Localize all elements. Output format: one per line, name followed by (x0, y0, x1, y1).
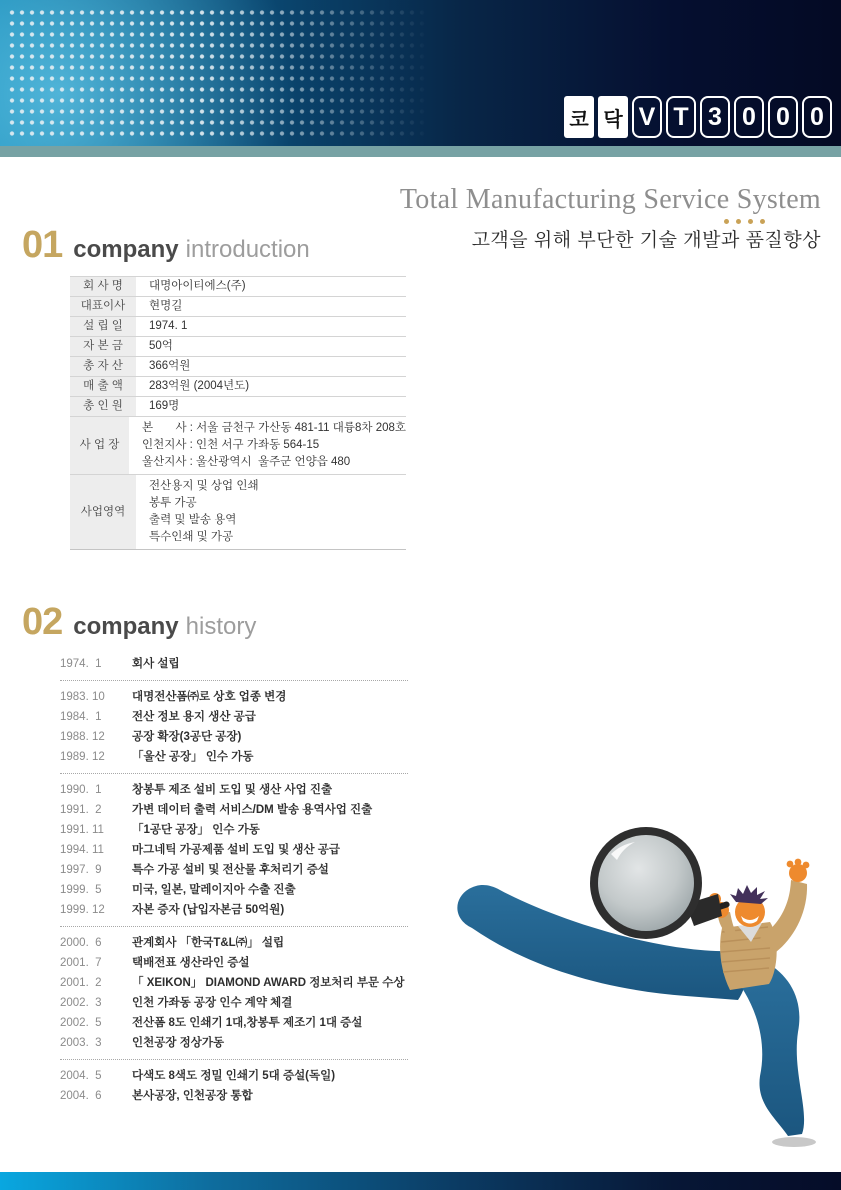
section2-title-light: history (185, 613, 257, 640)
table-row (70, 474, 406, 549)
history-text: 택배전표 생산라인 증설 (132, 957, 250, 969)
section1-number: 01 (22, 224, 63, 266)
history-text: 「 XEIKON」 DIAMOND AWARD 정보처리 부문 수상 (132, 977, 405, 989)
history-entry (60, 727, 408, 747)
row-value: 전산용지 및 상업 인쇄 봉투 가공 출력 및 발송 용역 특수인쇄 및 가공 (149, 480, 259, 543)
row-value: 대명아이티에스(주) (149, 280, 246, 292)
history-text: 창봉투 제조 설비 도입 및 생산 사업 진출 (132, 784, 333, 796)
history-entry (60, 1013, 408, 1033)
history-entry (60, 687, 408, 707)
logo-block-0a: 0 (734, 96, 764, 138)
history-date: 1974. 1 (60, 658, 102, 670)
history-text: 인천 가좌동 공장 인수 계약 체결 (132, 997, 293, 1009)
table-row (70, 356, 406, 376)
history-date: 1991. 2 (60, 804, 102, 816)
section-company-history (22, 603, 408, 1106)
history-entry (60, 933, 408, 953)
history-date: 1991. 11 (60, 824, 104, 836)
section2-title-bold: company (73, 613, 179, 640)
logo-block-ko-1: 코 (564, 96, 594, 138)
history-date: 2004. 6 (60, 1090, 102, 1102)
history-list (60, 654, 408, 1106)
history-entry (60, 1086, 408, 1106)
history-entry (60, 820, 408, 840)
header-banner (0, 0, 841, 146)
history-text: 「울산 공장」 인수 가동 (132, 751, 254, 763)
history-text: 전산 정보 용지 생산 공급 (132, 711, 256, 723)
footer-gradient-bar (0, 1172, 841, 1190)
history-entry (60, 1066, 408, 1086)
history-date: 2004. 5 (60, 1070, 102, 1082)
intro-title-block (400, 184, 821, 252)
history-text: 「1공단 공장」 인수 가동 (132, 824, 260, 836)
logo-block-0c: 0 (802, 96, 832, 138)
history-text: 전산폼 8도 인쇄기 1대,창봉투 제조기 1대 증설 (132, 1017, 363, 1029)
history-date: 1997. 9 (60, 864, 102, 876)
dot-pattern-icon (7, 7, 439, 137)
section-company-introduction (22, 226, 406, 550)
row-label: 대표이사 (70, 297, 136, 316)
history-date: 2001. 2 (60, 977, 102, 989)
row-label: 총 자 산 (70, 357, 136, 376)
history-entry (60, 654, 408, 674)
history-entry (60, 747, 408, 767)
table-row (70, 416, 406, 474)
history-date: 2002. 5 (60, 1017, 102, 1029)
history-entry (60, 880, 408, 900)
history-entry (60, 800, 408, 820)
row-label: 자 본 금 (70, 337, 136, 356)
history-date: 1989. 12 (60, 751, 105, 763)
table-row (70, 376, 406, 396)
history-date: 1988. 12 (60, 731, 105, 743)
logo-block-t: T (666, 96, 696, 138)
row-value: 1974. 1 (149, 320, 188, 332)
history-entry (60, 973, 408, 993)
history-text: 회사 설립 (132, 658, 180, 670)
logo-block-v: V (632, 96, 662, 138)
history-date: 1994. 11 (60, 844, 104, 856)
history-text: 가변 데이터 출력 서비스/DM 발송 용역사업 진출 (132, 804, 373, 816)
history-entry (60, 860, 408, 880)
section1-title-bold: company (73, 236, 179, 263)
history-date: 1984. 1 (60, 711, 102, 723)
dotted-separator (60, 773, 408, 774)
section2-heading (22, 603, 408, 641)
history-text: 특수 가공 설비 및 전산물 후처리기 증설 (132, 864, 329, 876)
history-entry (60, 993, 408, 1013)
history-text: 본사공장, 인천공장 통합 (132, 1090, 253, 1102)
title-korean-wrap (400, 225, 821, 252)
row-value: 366억원 (149, 360, 191, 372)
history-date: 2002. 3 (60, 997, 102, 1009)
history-text: 자본 증자 (납입자본금 50억원) (132, 904, 285, 916)
section1-heading (22, 226, 406, 264)
history-date: 1999. 12 (60, 904, 105, 916)
logo-block-0b: 0 (768, 96, 798, 138)
title-korean: 고객을 위해 부단한 기술 개발과 품질향상 (471, 230, 821, 251)
row-label: 사업영역 (70, 475, 136, 549)
history-text: 다색도 8색도 정밀 인쇄기 5대 증설(독일) (132, 1070, 336, 1082)
quad-dots-icon (724, 219, 765, 224)
row-value: 50억 (149, 340, 173, 352)
magnifying-glass-mascot-illustration (438, 820, 840, 1165)
history-date: 1983. 10 (60, 691, 105, 703)
title-english: Total Manufacturing Service System (399, 184, 821, 215)
history-text: 마그네틱 가공제품 설비 도입 및 생산 공급 (132, 844, 341, 856)
row-label: 사 업 장 (70, 417, 129, 474)
row-label: 매 출 액 (70, 377, 136, 396)
company-info-table (70, 276, 406, 550)
history-entry (60, 840, 408, 860)
history-text: 공장 확장(3공단 공장) (132, 731, 242, 743)
row-label: 설 립 일 (70, 317, 136, 336)
table-row (70, 316, 406, 336)
history-text: 미국, 일본, 말레이지아 수출 진출 (132, 884, 296, 896)
history-entry (60, 1033, 408, 1053)
table-row (70, 396, 406, 416)
dotted-separator (60, 1059, 408, 1060)
history-entry (60, 900, 408, 920)
section1-title-light: introduction (185, 236, 310, 263)
row-label: 회 사 명 (70, 277, 136, 296)
history-entry (60, 780, 408, 800)
history-date: 2001. 7 (60, 957, 102, 969)
history-date: 2000. 6 (60, 937, 102, 949)
table-row (70, 276, 406, 296)
history-text: 인천공장 정상가동 (132, 1037, 225, 1049)
row-label: 총 인 원 (70, 397, 136, 416)
history-date: 2003. 3 (60, 1037, 102, 1049)
history-text: 대명전산폼㈜로 상호 업종 변경 (132, 691, 287, 703)
section2-number: 02 (22, 601, 63, 643)
history-entry (60, 953, 408, 973)
row-value: 283억원 (2004년도) (149, 380, 250, 392)
history-entry (60, 707, 408, 727)
history-date: 1990. 1 (60, 784, 102, 796)
table-row (70, 336, 406, 356)
row-value: 169명 (149, 400, 180, 412)
row-value: 본 사 : 서울 금천구 가산동 481-11 대륭8차 208호 인천지사 : 인천 서구 가좌동 564-15 울산지사 : 울산광역시 울주군 언양읍 480 (142, 422, 406, 468)
table-row (70, 296, 406, 316)
dotted-separator (60, 680, 408, 681)
dotted-separator (60, 926, 408, 927)
row-value: 현명길 (149, 300, 183, 312)
history-date: 1999. 5 (60, 884, 102, 896)
logo-block-ko-2: 닥 (598, 96, 628, 138)
product-logo (564, 96, 832, 138)
logo-block-3: 3 (700, 96, 730, 138)
teal-divider-bar (0, 146, 841, 157)
history-text: 관계회사 「한국T&L㈜」 설립 (132, 937, 285, 949)
